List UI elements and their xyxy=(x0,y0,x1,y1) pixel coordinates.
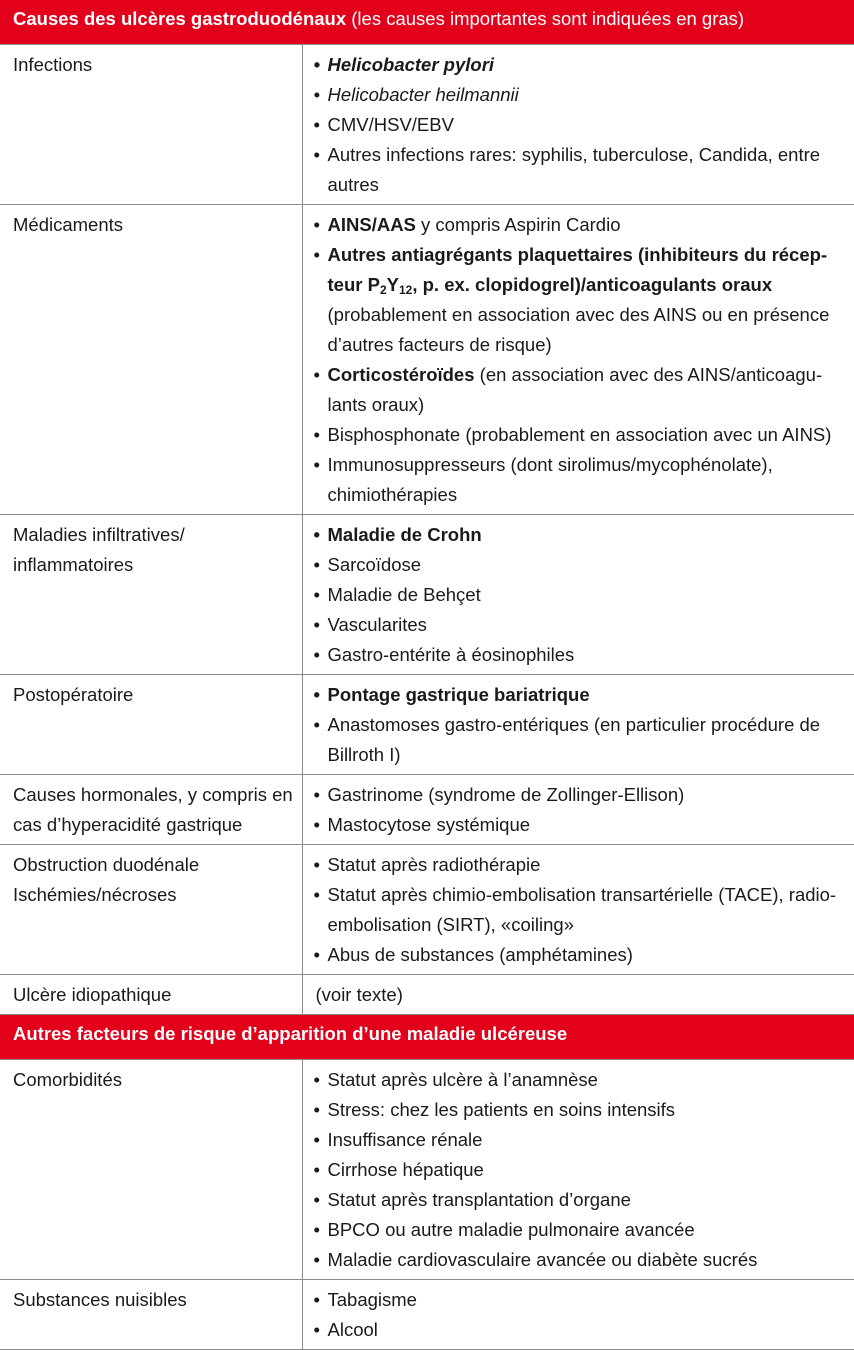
list-item: • Insuffisance rénale xyxy=(314,1125,847,1155)
header-note: (les causes importantes sont indiquées en gras) xyxy=(346,8,745,29)
list-item: • Mastocytose systémique xyxy=(314,810,847,840)
table-row xyxy=(0,775,854,845)
table-row xyxy=(0,515,854,675)
row-label: Obstruction duodénale Ischémies/nécroses xyxy=(0,845,302,975)
list-item: • Sarcoïdose xyxy=(314,550,847,580)
row-content xyxy=(302,675,854,775)
row-content xyxy=(302,45,854,205)
row-label: Médicaments xyxy=(0,205,302,515)
row-label: Postopératoire xyxy=(0,675,302,775)
row-label: Infections xyxy=(0,45,302,205)
row-content xyxy=(302,515,854,675)
row-content xyxy=(302,1280,854,1350)
list-item: • AINS/AAS y compris Aspirin Cardio xyxy=(314,210,847,240)
list-item: • Corticostéroïdes (en association avec des AINS/anticoagu-lants oraux) xyxy=(314,360,847,420)
table-row xyxy=(0,45,854,205)
row-content xyxy=(302,205,854,515)
table-header-causes xyxy=(0,0,854,45)
list-item: • Maladie de Behçet xyxy=(314,580,847,610)
row-label: Comorbidités xyxy=(0,1060,302,1280)
row-label: Causes hormonales, y compris en cas d’hyperacidité gastrique xyxy=(0,775,302,845)
list-item: • Helicobacter heilmannii xyxy=(314,80,847,110)
list-item: • Helicobacter pylori xyxy=(314,50,847,80)
list-item: • Anastomoses gastro-entériques (en particulier procédure de Billroth I) xyxy=(314,710,847,770)
list-item: • Tabagisme xyxy=(314,1285,847,1315)
list-item: • Statut après ulcère à l’anamnèse xyxy=(314,1065,847,1095)
list-item: • Stress: chez les patients en soins intensifs xyxy=(314,1095,847,1125)
list-item: • Immunosuppresseurs (dont sirolimus/mycophénolate), chimiothérapies xyxy=(314,450,847,510)
list-item: • Cirrhose hépatique xyxy=(314,1155,847,1185)
table-row xyxy=(0,845,854,975)
list-item: • BPCO ou autre maladie pulmonaire avancée xyxy=(314,1215,847,1245)
list-item: (voir texte) xyxy=(315,984,403,1005)
list-item: • Maladie cardiovasculaire avancée ou diabète sucrés xyxy=(314,1245,847,1275)
list-item: • Autres antiagrégants plaquettaires (inhibiteurs du récep-teur $P_2Y_{12}$, p. ex. clopidogrel)/anticoagulants oraux (probablement en association avec des AINS ou en présence d’autres facteurs de risque) xyxy=(314,240,847,360)
table-row xyxy=(0,975,854,1015)
list-item: • Pontage gastrique bariatrique xyxy=(314,680,847,710)
list-item: • Alcool xyxy=(314,1315,847,1345)
list-item: • Bisphosphonate (probablement en association avec un AINS) xyxy=(314,420,847,450)
list-item: • Gastro-entérite à éosinophiles xyxy=(314,640,847,670)
header-cell xyxy=(0,0,854,45)
header-title: Autres facteurs de risque d’apparition d’une maladie ulcéreuse xyxy=(13,1023,568,1044)
header-title: Causes des ulcères gastroduodénaux xyxy=(13,8,347,29)
row-content xyxy=(302,1060,854,1280)
table-row xyxy=(0,1060,854,1280)
list-item: • Maladie de Crohn xyxy=(314,520,847,550)
row-content xyxy=(302,775,854,845)
row-content xyxy=(302,975,854,1015)
list-item: • Statut après transplantation d’organe xyxy=(314,1185,847,1215)
row-label: Substances nuisibles xyxy=(0,1280,302,1350)
list-item: • Vascularites xyxy=(314,610,847,640)
table-row xyxy=(0,675,854,775)
list-item: • Gastrinome (syndrome de Zollinger-Ellison) xyxy=(314,780,847,810)
list-item: • Abus de substances (amphétamines) xyxy=(314,940,847,970)
table-row xyxy=(0,1280,854,1350)
table-header-risk-factors xyxy=(0,1015,854,1060)
list-item: • Statut après radiothérapie xyxy=(314,850,847,880)
table-row xyxy=(0,205,854,515)
row-label: Ulcère idiopathique xyxy=(0,975,302,1015)
list-item: • Statut après chimio-embolisation transartérielle (TACE), radio-embolisation (SIRT), «coiling» xyxy=(314,880,847,940)
header-cell xyxy=(0,1015,854,1060)
row-content xyxy=(302,845,854,975)
list-item: • Autres infections rares: syphilis, tuberculose, Candida, entre autres xyxy=(314,140,847,200)
list-item: • CMV/HSV/EBV xyxy=(314,110,847,140)
row-label: Maladies infiltratives/ inflammatoires xyxy=(0,515,302,675)
